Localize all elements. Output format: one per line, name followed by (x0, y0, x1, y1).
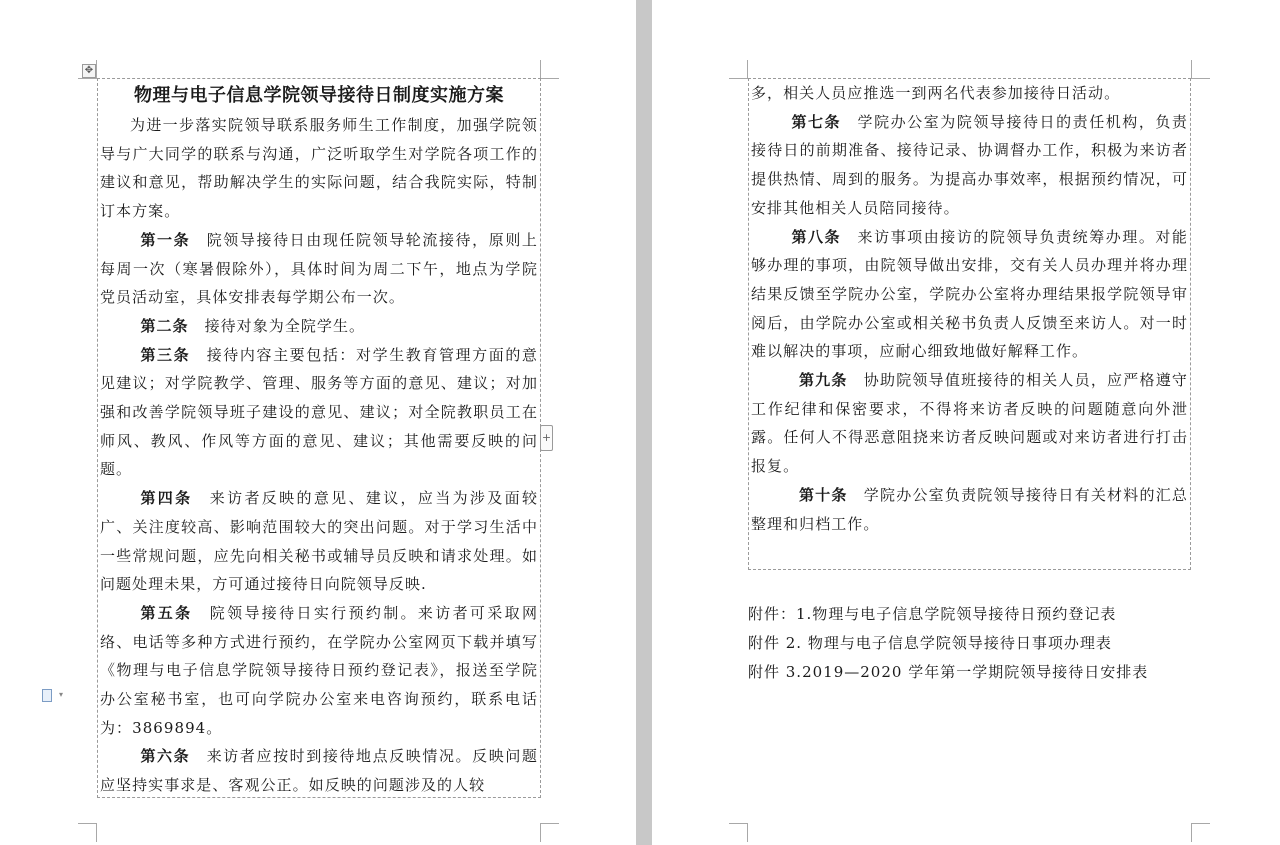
text-box-page-1[interactable] (97, 78, 541, 798)
crop-mark-top-left (729, 60, 748, 79)
article-9 (751, 366, 1188, 481)
article-label: 第三条 (140, 345, 191, 364)
dropdown-caret-icon: ▾ (59, 690, 64, 699)
article-7 (751, 108, 1188, 223)
document-page-1 (0, 0, 636, 845)
article-text: 协助院领导值班接待的相关人员，应严格遵守工作纪律和保密要求，不得将来访者反映的问题随意向外泄露。任何人不得恶意阻挠来访者反映问题或对来访者进行打击报复。 (751, 371, 1188, 476)
article-label: 第十条 (799, 485, 848, 504)
document-title: 物理与电子信息学院领导接待日制度实施方案 (134, 85, 504, 106)
intro-paragraph: 为进一步落实院领导联系服务师生工作制度，加强学院领导与广大同学的联系与沟通，广泛听取学生对学院各项工作的建议和意见，帮助解决学生的实际问题，结合我院实际，特制订本方案。 (100, 116, 538, 221)
crop-mark-bottom-left (78, 823, 97, 842)
article-6 (100, 742, 538, 798)
article-text: 接待内容主要包括：对学生教育管理方面的意见建议；对学院教学、管理、服务等方面的意见、建议；对加强和改善学院领导班子建设的意见、建议；对全院教职员工在师风、教风、作风等方面的意见、建议；其他需要反映的问题。 (100, 345, 538, 479)
document-page-2 (652, 0, 1280, 845)
article-text: 学院办公室为院领导接待日的责任机构，负责接待日的前期准备、接待记录、协调督办工作，积极为来访者提供热情、周到的服务。为提高办事效率，根据预约情况，可安排其他相关人员陪同接待。 (751, 112, 1188, 217)
article-text: 来访者应按时到接待地点反映情况。反映问题应坚持实事求是、客观公正。如反映的问题涉及的人较 (100, 747, 538, 795)
article-label: 第四条 (140, 489, 193, 508)
attachment-3: 附件 3.2019—2020 学年第一学期院领导接待日安排表 (748, 663, 1149, 681)
attachment-1: 附件：1.物理与电子信息学院领导接待日预约登记表 (748, 605, 1117, 623)
document-icon (42, 689, 52, 702)
article-label: 第二条 (140, 316, 189, 335)
article-3 (100, 341, 538, 485)
article-10 (751, 481, 1188, 538)
paste-options-icon[interactable] (42, 688, 66, 704)
text-box-page-2[interactable] (748, 78, 1191, 570)
crop-mark-top-right (540, 60, 559, 79)
article-8 (751, 223, 1188, 367)
article-text: 院领导接待日由现任院领导轮流接待，原则上每周一次（寒暑假除外），具体时间为周二下午，地点为学院党员活动室，具体安排表每学期公布一次。 (100, 230, 538, 307)
article-label: 第五条 (140, 603, 193, 622)
attachment-2: 附件 2. 物理与电子信息学院领导接待日事项办理表 (748, 634, 1112, 652)
crop-mark-bottom-right (1191, 823, 1210, 842)
article-5 (100, 599, 538, 743)
article-label: 第一条 (140, 230, 191, 249)
article-text: 接待对象为全院学生。 (204, 316, 366, 335)
article-2 (100, 312, 538, 341)
article-text: 学院办公室负责院领导接待日有关材料的汇总整理和归档工作。 (751, 485, 1188, 533)
move-anchor-icon[interactable]: ✥ (82, 64, 96, 78)
article-text: 来访者反映的意见、建议，应当为涉及面较广、关注度较高、影响范围较大的突出问题。对于学习生活中一些常规问题，应先向相关秘书或辅导员反映和请求处理。如问题处理未果，方可通过接待日向院领导反映. (100, 489, 538, 594)
crop-mark-top-right (1191, 60, 1210, 79)
article-text: 来访事项由接访的院领导负责统筹办理。对能够办理的事项，由院领导做出安排，交有关人员办理并将办理结果反馈至学院办公室，学院办公室将办理结果报学院领导审阅后，由学院办公室或相关秘书负责人反馈至来访人。对一时难以解决的事项，应耐心细致地做好解释工作。 (751, 227, 1188, 361)
article-label: 第六条 (140, 747, 191, 766)
article-1 (100, 226, 538, 312)
text-box-resize-handle[interactable]: + (540, 425, 553, 451)
article-text: 院领导接待日实行预约制。来访者可采取网络、电话等多种方式进行预约，在学院办公室网页下载并填写《物理与电子信息学院领导接待日预约登记表》，报送至学院办公室秘书室，也可向学院办公室来电咨询预约，联系电话为：3869894。 (100, 603, 538, 737)
page-gap (636, 0, 652, 845)
article-label: 第九条 (799, 371, 848, 390)
article-label: 第七条 (791, 112, 841, 131)
crop-mark-bottom-left (729, 823, 748, 842)
article-label: 第八条 (791, 227, 841, 246)
continuation-paragraph: 多，相关人员应推选一到两名代表参加接待日活动。 (751, 84, 1121, 102)
crop-mark-bottom-right (540, 823, 559, 842)
article-4 (100, 484, 538, 599)
